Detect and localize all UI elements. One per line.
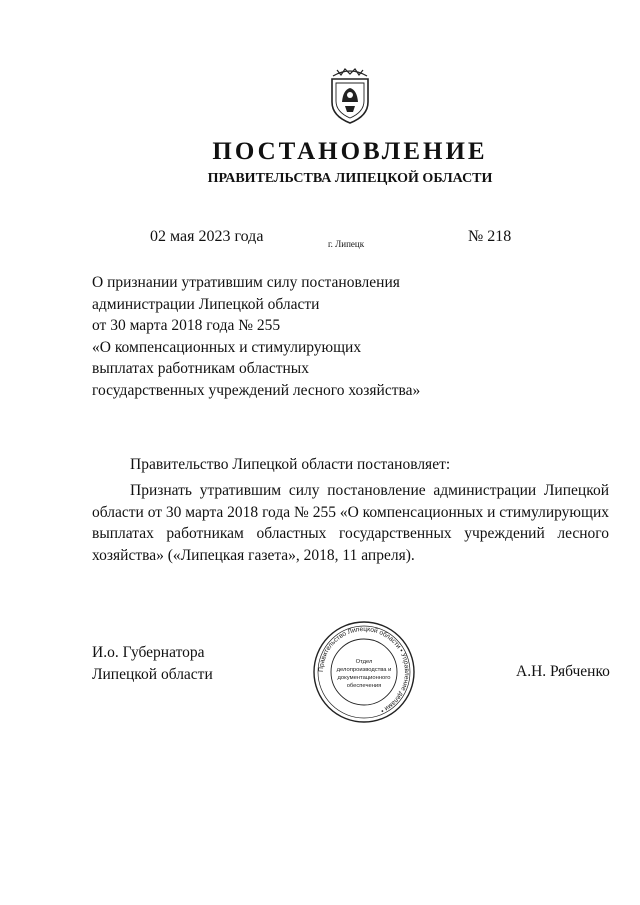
signatory-name: А.Н. Рябченко — [516, 663, 610, 680]
coat-of-arms-emblem — [325, 64, 375, 126]
document-title: ПОСТАНОВЛЕНИЕ — [212, 138, 488, 165]
signatory-position — [92, 642, 213, 685]
subject-line: «О компенсационных и стимулирующих — [92, 338, 362, 356]
stamp-center-line: обеспечения — [346, 683, 382, 689]
document-place: г. Липецк — [328, 239, 365, 249]
official-stamp — [312, 620, 416, 724]
document-subject — [92, 272, 420, 401]
stamp-ring-text: Правительство Липецкой области • Управление делами • — [317, 625, 411, 715]
stamp-center-line: Отдел — [355, 659, 373, 665]
subject-line: выплатах работникам областных — [92, 360, 309, 377]
document-subtitle: ПРАВИТЕЛЬСТВА ЛИПЕЦКОЙ ОБЛАСТИ — [207, 171, 493, 186]
resolution-paragraph: Признать утратившим силу постановление администрации Липецкой области от 30 марта 2018 года № 255 «О компенсационных и стимулирующих выплатах работникам областных государственных учреждений лесного хозяйства» («Липецкая газета», 2018, 11 апреля). — [92, 482, 609, 564]
position-line: И.о. Губернатора — [92, 644, 205, 661]
stamp-center-line: документационного — [337, 675, 391, 681]
position-line: Липецкой области — [92, 665, 213, 683]
document-date: 02 мая 2023 года — [150, 228, 264, 245]
stamp-center-line: делопроизводства и — [336, 667, 392, 673]
subject-line: от 30 марта 2018 года № 255 — [92, 317, 281, 334]
preamble-text: Правительство Липецкой области постановляет: — [130, 456, 451, 473]
document-number: № 218 — [468, 228, 512, 245]
subject-line: администрации Липецкой области — [92, 295, 320, 313]
subject-line: О признании утратившим силу постановления — [92, 274, 400, 291]
subject-line: государственных учреждений лесного хозяйства» — [92, 381, 421, 399]
